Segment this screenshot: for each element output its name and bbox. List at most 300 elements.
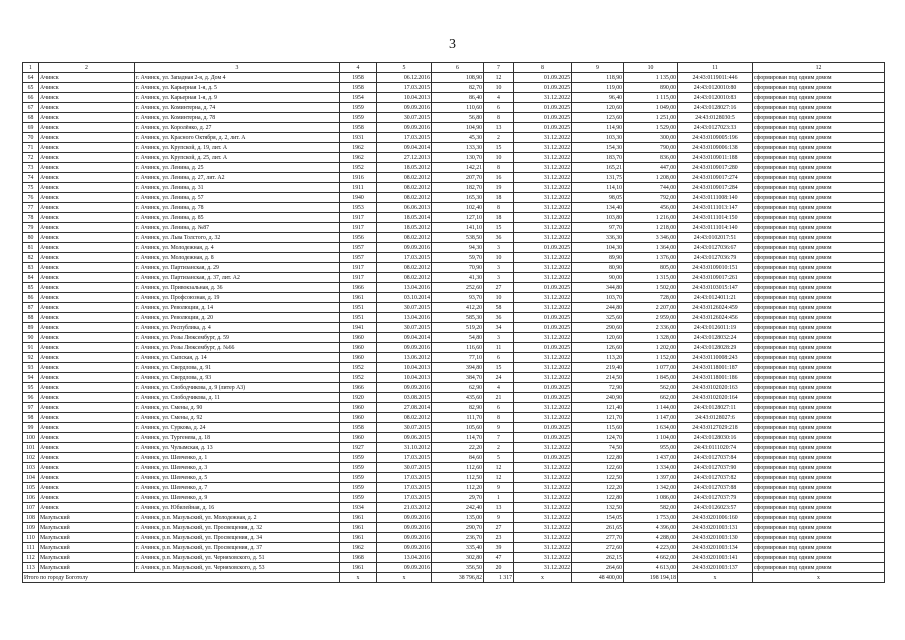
column-header: 2 <box>39 63 135 73</box>
row-number-cell: 103 <box>23 463 39 473</box>
table-row <box>23 403 885 413</box>
land-status-cell: сформирован под одним домом <box>753 223 885 233</box>
land-area-cell: 1 364,00 <box>624 243 678 253</box>
relocation-deadline-cell: 31.12.2022 <box>514 293 572 303</box>
residents-count-cell: 7 <box>484 433 514 443</box>
land-status-cell: сформирован под одним домом <box>753 373 885 383</box>
cadastral-number-cell: 24:43:0110008:243 <box>678 353 753 363</box>
land-area-cell: 1 397,00 <box>624 473 678 483</box>
relocation-deadline-cell: 31.12.2022 <box>514 203 572 213</box>
table-row <box>23 353 885 363</box>
column-header: 1 <box>23 63 39 73</box>
living-area-cell: 98,05 <box>572 193 624 203</box>
row-number-cell: 94 <box>23 373 39 383</box>
year-built-cell: 1966 <box>340 383 377 393</box>
area-cell: 93,70 <box>432 293 484 303</box>
cadastral-number-cell: 24:43:0128030:5 <box>678 113 753 123</box>
row-number-cell: 77 <box>23 203 39 213</box>
residents-count-cell: 9 <box>484 513 514 523</box>
residents-count-cell: 3 <box>484 243 514 253</box>
area-cell: 302,80 <box>432 553 484 563</box>
inspection-date-cell: 13.04.2016 <box>377 553 432 563</box>
land-area-cell: 1 086,00 <box>624 493 678 503</box>
area-cell: 105,60 <box>432 423 484 433</box>
residents-count-cell: 12 <box>484 463 514 473</box>
land-area-cell: 1 376,00 <box>624 253 678 263</box>
row-number-cell: 99 <box>23 423 39 433</box>
cadastral-number-cell: 24:43:0128032:24 <box>678 333 753 343</box>
table-row <box>23 563 885 573</box>
row-number-cell: 86 <box>23 293 39 303</box>
year-built-cell: 1927 <box>340 443 377 453</box>
land-area-cell: 300,00 <box>624 133 678 143</box>
land-area-cell: 4 662,00 <box>624 553 678 563</box>
land-status-cell: сформирован под одним домом <box>753 523 885 533</box>
relocation-deadline-cell: 31.12.2022 <box>514 143 572 153</box>
land-area-cell: 1 216,00 <box>624 213 678 223</box>
year-built-cell: 1962 <box>340 143 377 153</box>
year-built-cell: 1917 <box>340 273 377 283</box>
land-status-cell: сформирован под одним домом <box>753 303 885 313</box>
table-row <box>23 453 885 463</box>
settlement-name-cell: Ачинск <box>39 203 135 213</box>
year-built-cell: 1957 <box>340 243 377 253</box>
address-cell: г. Ачинск, ул. Слободчикова, д. 9 (литер А3) <box>135 383 340 393</box>
area-cell: 412,20 <box>432 303 484 313</box>
area-cell: 130,70 <box>432 153 484 163</box>
inspection-date-cell: 08.02.2012 <box>377 193 432 203</box>
residents-count-cell: 4 <box>484 383 514 393</box>
cadastral-number-cell: 24:43:0102020:163 <box>678 383 753 393</box>
residents-count-cell: 8 <box>484 203 514 213</box>
area-cell: 45,30 <box>432 133 484 143</box>
table-row <box>23 543 885 553</box>
table-row <box>23 113 885 123</box>
total-c5-cell: x <box>377 573 432 583</box>
land-area-cell: 1 334,00 <box>624 463 678 473</box>
address-cell: г. Ачинск, ул. Ленина, д. 57 <box>135 193 340 203</box>
column-header: 10 <box>624 63 678 73</box>
cadastral-number-cell: 24:43:0128027:16 <box>678 103 753 113</box>
year-built-cell: 1953 <box>340 203 377 213</box>
settlement-name-cell: Ачинск <box>39 433 135 443</box>
table-row <box>23 103 885 113</box>
column-header: 6 <box>432 63 484 73</box>
table-row <box>23 223 885 233</box>
inspection-date-cell: 21.03.2012 <box>377 503 432 513</box>
area-cell: 110,60 <box>432 103 484 113</box>
total-c6-cell: 38 796,82 <box>432 573 484 583</box>
relocation-deadline-cell: 01.09.2025 <box>514 343 572 353</box>
row-number-cell: 71 <box>23 143 39 153</box>
land-area-cell: 792,00 <box>624 193 678 203</box>
settlement-name-cell: Ачинск <box>39 313 135 323</box>
address-cell: г. Ачинск, ул. Чулымская, д. 13 <box>135 443 340 453</box>
year-built-cell: 1960 <box>340 433 377 443</box>
land-area-cell: 1 144,00 <box>624 403 678 413</box>
total-c11-cell: x <box>678 573 753 583</box>
relocation-deadline-cell: 31.12.2022 <box>514 303 572 313</box>
land-status-cell: сформирован под одним домом <box>753 483 885 493</box>
land-area-cell: 1 152,00 <box>624 353 678 363</box>
relocation-deadline-cell: 01.09.2025 <box>514 243 572 253</box>
address-cell: г. Ачинск, ул. Тургенева, д. 18 <box>135 433 340 443</box>
land-status-cell: сформирован под одним домом <box>753 473 885 483</box>
address-cell: г. Ачинск, р.п. Мазульский, ул. Черняховского, д. 51 <box>135 553 340 563</box>
land-status-cell: сформирован под одним домом <box>753 173 885 183</box>
area-cell: 82,90 <box>432 403 484 413</box>
area-cell: 135,00 <box>432 513 484 523</box>
land-status-cell: сформирован под одним домом <box>753 233 885 243</box>
address-cell: г. Ачинск, ул. Карьерная 1-я, д. 5 <box>135 83 340 93</box>
table-row <box>23 463 885 473</box>
row-number-cell: 81 <box>23 243 39 253</box>
cadastral-number-cell: 24:43:0128027:6 <box>678 413 753 423</box>
relocation-deadline-cell: 31.12.2022 <box>514 463 572 473</box>
living-area-cell: 219,40 <box>572 363 624 373</box>
address-cell: г. Ачинск, р.п. Мазульский, ул. Молодежная, д. 2 <box>135 513 340 523</box>
land-area-cell: 1 115,00 <box>624 93 678 103</box>
row-number-cell: 74 <box>23 173 39 183</box>
column-header: 8 <box>514 63 572 73</box>
relocation-deadline-cell: 31.12.2022 <box>514 553 572 563</box>
area-cell: 182,70 <box>432 183 484 193</box>
cadastral-number-cell: 24:43:0127037:84 <box>678 453 753 463</box>
inspection-date-cell: 10.04.2013 <box>377 373 432 383</box>
cadastral-number-cell: 24:43:0127036:79 <box>678 253 753 263</box>
row-number-cell: 85 <box>23 283 39 293</box>
year-built-cell: 1966 <box>340 283 377 293</box>
cadastral-number-cell: 24:43:0109017:280 <box>678 163 753 173</box>
address-cell: г. Ачинск, ул. Юбилейная, д. 16 <box>135 503 340 513</box>
year-built-cell: 1960 <box>340 353 377 363</box>
area-cell: 114,70 <box>432 433 484 443</box>
table-row <box>23 553 885 563</box>
land-area-cell: 1 104,00 <box>624 433 678 443</box>
settlement-name-cell: Ачинск <box>39 333 135 343</box>
living-area-cell: 124,70 <box>572 433 624 443</box>
living-area-cell: 119,00 <box>572 83 624 93</box>
relocation-deadline-cell: 31.12.2022 <box>514 163 572 173</box>
year-built-cell: 1951 <box>340 303 377 313</box>
settlement-name-cell: Ачинск <box>39 473 135 483</box>
address-cell: г. Ачинск, ул. Молодежная, д. 4 <box>135 243 340 253</box>
cadastral-number-cell: 24:43:0128027:11 <box>678 403 753 413</box>
relocation-deadline-cell: 01.09.2025 <box>514 313 572 323</box>
land-area-cell: 1 135,00 <box>624 73 678 83</box>
total-c10-cell: 198 194,18 <box>624 573 678 583</box>
relocation-deadline-cell: 31.12.2022 <box>514 533 572 543</box>
address-cell: г. Ачинск, ул. Западная 2-я, д. Дом 4 <box>135 73 340 83</box>
row-number-cell: 66 <box>23 93 39 103</box>
land-area-cell: 2 207,00 <box>624 303 678 313</box>
relocation-deadline-cell: 31.12.2022 <box>514 493 572 503</box>
inspection-date-cell: 27.12.2013 <box>377 153 432 163</box>
living-area-cell: 325,60 <box>572 313 624 323</box>
relocation-deadline-cell: 31.12.2022 <box>514 523 572 533</box>
living-area-cell: 240,90 <box>572 393 624 403</box>
column-header: 4 <box>340 63 377 73</box>
relocation-deadline-cell: 01.09.2025 <box>514 383 572 393</box>
address-cell: г. Ачинск, ул. Крупской, д. 25, лит. А <box>135 153 340 163</box>
land-status-cell: сформирован под одним домом <box>753 403 885 413</box>
inspection-date-cell: 06.12.2016 <box>377 73 432 83</box>
residents-count-cell: 6 <box>484 403 514 413</box>
settlement-name-cell: Ачинск <box>39 193 135 203</box>
residents-count-cell: 5 <box>484 453 514 463</box>
residents-count-cell: 2 <box>484 443 514 453</box>
land-area-cell: 1 147,00 <box>624 413 678 423</box>
year-built-cell: 1959 <box>340 453 377 463</box>
year-built-cell: 1951 <box>340 313 377 323</box>
area-cell: 356,50 <box>432 563 484 573</box>
area-cell: 127,10 <box>432 213 484 223</box>
table-row <box>23 323 885 333</box>
cadastral-number-cell: 24:43:0128028:29 <box>678 343 753 353</box>
table-row <box>23 473 885 483</box>
land-area-cell: 582,00 <box>624 503 678 513</box>
row-number-cell: 102 <box>23 453 39 463</box>
relocation-deadline-cell: 31.12.2022 <box>514 363 572 373</box>
land-status-cell: сформирован под одним домом <box>753 413 885 423</box>
settlement-name-cell: Ачинск <box>39 463 135 473</box>
area-cell: 384,70 <box>432 373 484 383</box>
row-number-cell: 89 <box>23 323 39 333</box>
residents-count-cell: 15 <box>484 143 514 153</box>
land-status-cell: сформирован под одним домом <box>753 503 885 513</box>
land-area-cell: 890,00 <box>624 83 678 93</box>
land-area-cell: 1 049,00 <box>624 103 678 113</box>
relocation-deadline-cell: 01.09.2025 <box>514 323 572 333</box>
residents-count-cell: 18 <box>484 213 514 223</box>
living-area-cell: 122,20 <box>572 483 624 493</box>
year-built-cell: 1952 <box>340 373 377 383</box>
cadastral-number-cell: 24:43:0201003:137 <box>678 563 753 573</box>
relocation-deadline-cell: 31.12.2022 <box>514 183 572 193</box>
cadastral-number-cell: 24:43:0109011:188 <box>678 153 753 163</box>
cadastral-number-cell: 24:43:0118001:187 <box>678 363 753 373</box>
residents-count-cell: 21 <box>484 393 514 403</box>
row-number-cell: 93 <box>23 363 39 373</box>
inspection-date-cell: 09.09.2016 <box>377 523 432 533</box>
living-area-cell: 261,65 <box>572 523 624 533</box>
residents-count-cell: 19 <box>484 183 514 193</box>
inspection-date-cell: 17.03.2015 <box>377 473 432 483</box>
cadastral-number-cell: 24:43:0127037:82 <box>678 473 753 483</box>
inspection-date-cell: 31.10.2012 <box>377 443 432 453</box>
area-cell: 236,70 <box>432 533 484 543</box>
inspection-date-cell: 08.02.2012 <box>377 413 432 423</box>
row-number-cell: 109 <box>23 523 39 533</box>
relocation-deadline-cell: 31.12.2022 <box>514 193 572 203</box>
year-built-cell: 1958 <box>340 73 377 83</box>
cadastral-number-cell: 24:43:0109017:284 <box>678 183 753 193</box>
inspection-date-cell: 08.02.2012 <box>377 183 432 193</box>
living-area-cell: 72,90 <box>572 383 624 393</box>
living-area-cell: 121,70 <box>572 413 624 423</box>
total-c7-cell: 1 317 <box>484 573 514 583</box>
inspection-date-cell: 09.09.2016 <box>377 513 432 523</box>
address-cell: г. Ачинск, ул. Слободчикова, д. 11 <box>135 393 340 403</box>
living-area-cell: 262,15 <box>572 553 624 563</box>
inspection-date-cell: 06.06.2013 <box>377 203 432 213</box>
table-row <box>23 443 885 453</box>
address-cell: г. Ачинск, р.п. Мазульский, ул. Просвещения, д. 32 <box>135 523 340 533</box>
residents-count-cell: 15 <box>484 223 514 233</box>
residents-count-cell: 47 <box>484 553 514 563</box>
cadastral-number-cell: 24:43:0102017:51 <box>678 233 753 243</box>
land-status-cell: сформирован под одним домом <box>753 363 885 373</box>
relocation-deadline-cell: 01.09.2025 <box>514 123 572 133</box>
residents-count-cell: 10 <box>484 153 514 163</box>
year-built-cell: 1959 <box>340 473 377 483</box>
year-built-cell: 1959 <box>340 463 377 473</box>
year-built-cell: 1960 <box>340 333 377 343</box>
year-built-cell: 1959 <box>340 113 377 123</box>
inspection-date-cell: 09.04.2014 <box>377 143 432 153</box>
table-row <box>23 153 885 163</box>
cadastral-number-cell: 24:43:0103015:147 <box>678 283 753 293</box>
area-cell: 54,80 <box>432 333 484 343</box>
table-row <box>23 533 885 543</box>
relocation-deadline-cell: 31.12.2022 <box>514 233 572 243</box>
address-cell: г. Ачинск, ул. Смены, д. 92 <box>135 413 340 423</box>
relocation-deadline-cell: 01.09.2025 <box>514 453 572 463</box>
area-cell: 62,90 <box>432 383 484 393</box>
living-area-cell: 183,70 <box>572 153 624 163</box>
settlement-name-cell: Ачинск <box>39 183 135 193</box>
inspection-date-cell: 10.04.2013 <box>377 363 432 373</box>
cadastral-number-cell: 24:43:0201003:130 <box>678 533 753 543</box>
living-area-cell: 272,60 <box>572 543 624 553</box>
land-area-cell: 836,00 <box>624 153 678 163</box>
address-cell: г. Ачинск, ул. Революции, д. 20 <box>135 313 340 323</box>
table-row <box>23 273 885 283</box>
year-built-cell: 1957 <box>340 253 377 263</box>
relocation-deadline-cell: 31.12.2022 <box>514 263 572 273</box>
row-number-cell: 108 <box>23 513 39 523</box>
cadastral-number-cell: 24:43:0201003:141 <box>678 553 753 563</box>
area-cell: 70,90 <box>432 263 484 273</box>
row-number-cell: 83 <box>23 263 39 273</box>
living-area-cell: 120,60 <box>572 333 624 343</box>
inspection-date-cell: 30.07.2015 <box>377 303 432 313</box>
column-header: 12 <box>753 63 885 73</box>
land-status-cell: сформирован под одним домом <box>753 293 885 303</box>
land-area-cell: 562,00 <box>624 383 678 393</box>
living-area-cell: 114,10 <box>572 183 624 193</box>
land-status-cell: сформирован под одним домом <box>753 423 885 433</box>
settlement-name-cell: Ачинск <box>39 143 135 153</box>
residents-count-cell: 11 <box>484 343 514 353</box>
cadastral-number-cell: 24:43:0126011:19 <box>678 323 753 333</box>
land-status-cell: сформирован под одним домом <box>753 553 885 563</box>
living-area-cell: 336,30 <box>572 233 624 243</box>
inspection-date-cell: 09.09.2016 <box>377 383 432 393</box>
settlement-name-cell: Ачинск <box>39 283 135 293</box>
residents-count-cell: 13 <box>484 503 514 513</box>
table-row <box>23 483 885 493</box>
row-number-cell: 72 <box>23 153 39 163</box>
inspection-date-cell: 09.09.2016 <box>377 563 432 573</box>
settlement-name-cell: Ачинск <box>39 353 135 363</box>
settlement-name-cell: Мазульский <box>39 523 135 533</box>
inspection-date-cell: 18.05.2012 <box>377 223 432 233</box>
land-status-cell: сформирован под одним домом <box>753 273 885 283</box>
table-row <box>23 253 885 263</box>
land-status-cell: сформирован под одним домом <box>753 93 885 103</box>
relocation-deadline-cell: 31.12.2022 <box>514 253 572 263</box>
inspection-date-cell: 17.03.2015 <box>377 493 432 503</box>
area-cell: 102,40 <box>432 203 484 213</box>
table-row <box>23 73 885 83</box>
cadastral-number-cell: 24:43:0111013:147 <box>678 203 753 213</box>
residents-count-cell: 36 <box>484 233 514 243</box>
cadastral-number-cell: 24:43:0118001:186 <box>678 373 753 383</box>
living-area-cell: 90,00 <box>572 273 624 283</box>
relocation-deadline-cell: 31.12.2022 <box>514 443 572 453</box>
inspection-date-cell: 13.04.2016 <box>377 313 432 323</box>
residents-count-cell: 12 <box>484 473 514 483</box>
living-area-cell: 80,90 <box>572 263 624 273</box>
land-area-cell: 1 437,00 <box>624 453 678 463</box>
residents-count-cell: 16 <box>484 173 514 183</box>
living-area-cell: 103,80 <box>572 213 624 223</box>
cadastral-number-cell: 24:43:0127029:218 <box>678 423 753 433</box>
settlement-name-cell: Ачинск <box>39 453 135 463</box>
inspection-date-cell: 09.09.2016 <box>377 243 432 253</box>
table-row <box>23 143 885 153</box>
year-built-cell: 1961 <box>340 563 377 573</box>
living-area-cell: 122,80 <box>572 493 624 503</box>
row-number-cell: 98 <box>23 413 39 423</box>
year-built-cell: 1961 <box>340 523 377 533</box>
cadastral-number-cell: 24:43:0126023:57 <box>678 503 753 513</box>
address-cell: г. Ачинск, ул. Коминтерна, д. 74 <box>135 103 340 113</box>
address-cell: г. Ачинск, ул. Суркова, д. 24 <box>135 423 340 433</box>
settlement-name-cell: Ачинск <box>39 223 135 233</box>
land-area-cell: 2 336,00 <box>624 323 678 333</box>
address-cell: г. Ачинск, ул. Крупской, д. 19, лит. А <box>135 143 340 153</box>
cadastral-number-cell: 24:43:0111008:140 <box>678 193 753 203</box>
area-cell: 133,30 <box>432 143 484 153</box>
row-number-cell: 79 <box>23 223 39 233</box>
relocation-deadline-cell: 01.09.2025 <box>514 113 572 123</box>
row-number-cell: 91 <box>23 343 39 353</box>
address-cell: г. Ачинск, ул. Красного Октября, д. 2, лит. А <box>135 133 340 143</box>
residents-count-cell: 3 <box>484 333 514 343</box>
residents-count-cell: 6 <box>484 353 514 363</box>
year-built-cell: 1962 <box>340 153 377 163</box>
area-cell: 142,21 <box>432 163 484 173</box>
year-built-cell: 1959 <box>340 103 377 113</box>
area-cell: 141,10 <box>432 223 484 233</box>
land-area-cell: 1 753,00 <box>624 513 678 523</box>
land-area-cell: 447,00 <box>624 163 678 173</box>
inspection-date-cell: 03.10.2014 <box>377 293 432 303</box>
land-area-cell: 456,00 <box>624 203 678 213</box>
year-built-cell: 1960 <box>340 413 377 423</box>
relocation-deadline-cell: 31.12.2022 <box>514 333 572 343</box>
land-status-cell: сформирован под одним домом <box>753 353 885 363</box>
living-area-cell: 126,60 <box>572 343 624 353</box>
inspection-date-cell: 17.03.2015 <box>377 253 432 263</box>
settlement-name-cell: Ачинск <box>39 383 135 393</box>
living-area-cell: 115,60 <box>572 423 624 433</box>
table-row <box>23 293 885 303</box>
land-area-cell: 1 529,00 <box>624 123 678 133</box>
column-header-row <box>23 63 885 73</box>
